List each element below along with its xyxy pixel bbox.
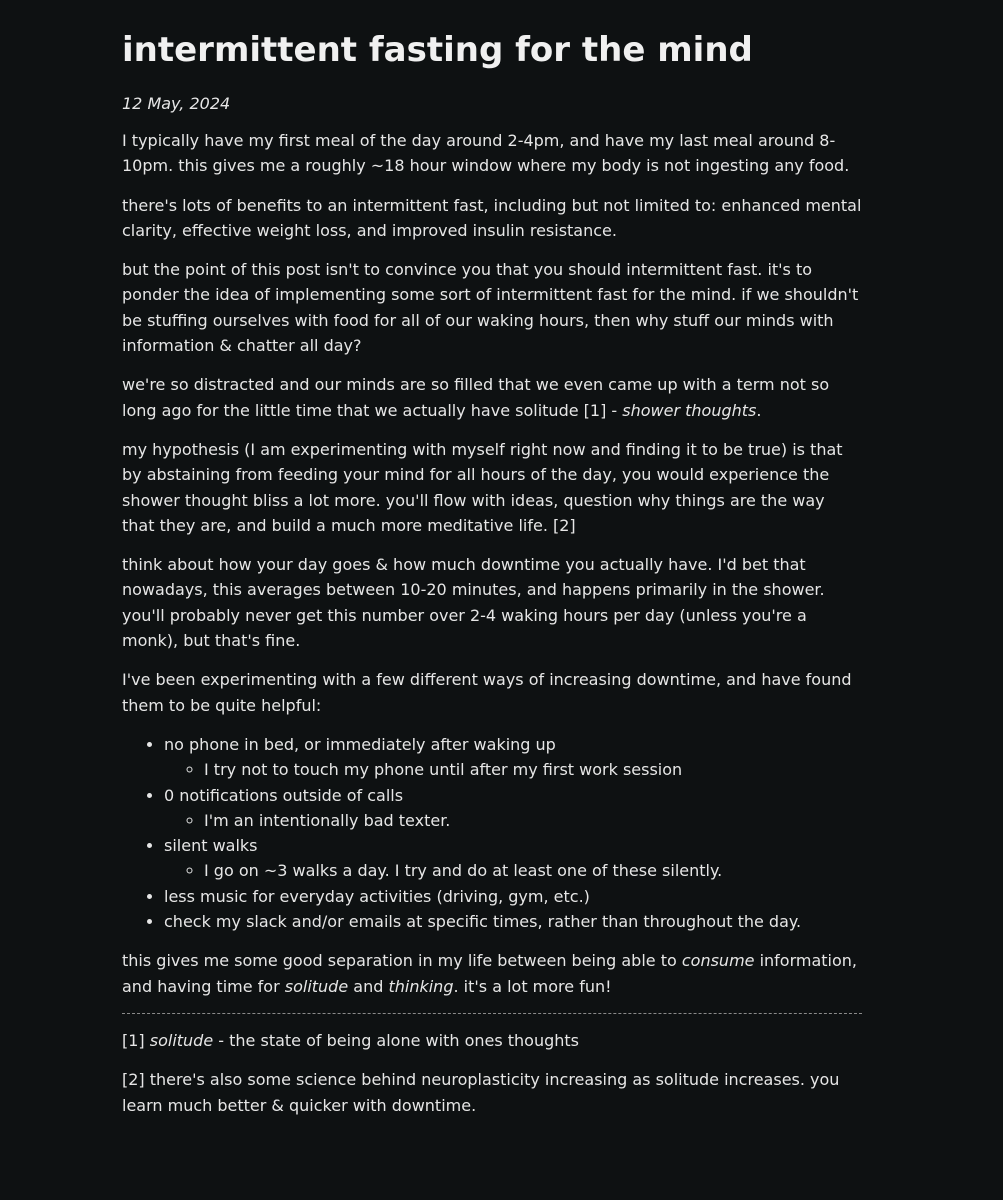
footnote-divider [122, 1013, 862, 1014]
sub-list-item: ◦ I try not to touch my phone until after my first work session [204, 757, 862, 782]
list-item-text: silent walks [164, 836, 258, 856]
list-item [164, 732, 862, 783]
paragraph-benefits: there's lots of benefits to an intermittent fast, including but not limited to: enhanced mental clarity, effective weight loss, and improved insulin resistance. [122, 195, 862, 240]
paragraph-conclusion [122, 948, 862, 999]
sub-list [164, 808, 862, 833]
footnote-1-ref: [1] [122, 1030, 150, 1050]
downtime-list [122, 732, 862, 934]
post-date: 12 May, 2024 [122, 94, 231, 113]
sub-list [164, 858, 862, 883]
paragraph-downtime: think about how your day goes & how much downtime you actually have. I'd bet that nowadays, this averages between 10-20 minutes, and happens primarily in the shower. you'll probably never get this number over 2-4 waking hours per day (unless you're a monk), but that's fine. [122, 555, 825, 651]
blog-post [122, 30, 862, 1132]
paragraph-experiments-intro: I've been experimenting with a few different ways of increasing downtime, and have found them to be quite helpful: [122, 670, 852, 715]
post-title: intermittent fasting for the mind [122, 30, 753, 70]
sub-list [164, 757, 862, 782]
footnote-1 [122, 1028, 862, 1053]
shower-thoughts-term: shower thoughts [622, 400, 757, 420]
sub-list-item: ◦ I go on ~3 walks a day. I try and do at least one of these silently. [204, 858, 862, 883]
conclusion-text-a: this gives me some good separation in my life between being able to [122, 951, 682, 971]
conclusion-text-c: and [348, 976, 389, 996]
shower-thoughts-end: . [756, 400, 762, 420]
conclusion-text-d: . it's a lot more fun! [453, 976, 612, 996]
footnote-1-term: solitude [149, 1030, 214, 1050]
footnote-2: [2] there's also some science behind neuroplasticity increasing as solitude increases. you learn much better & quicker with downtime. [122, 1070, 840, 1115]
conclusion-em-consume: consume [681, 951, 755, 971]
shower-thoughts-text: we're so distracted and our minds are so filled that we even came up with a term not so long ago for the little time that we actually have solitude [1] - [122, 375, 830, 420]
paragraph-hypothesis: my hypothesis (I am experimenting with myself right now and finding it to be true) is that by abstaining from feeding your mind for all hours of the day, you would experience the shower thought bliss a lot more. you'll flow with ideas, question why things are the way that they are, and build a much more meditative life. [2] [122, 439, 843, 535]
list-item-text: no phone in bed, or immediately after waking up [164, 734, 556, 754]
list-item: • check my slack and/or emails at specific times, rather than throughout the day. [164, 909, 862, 934]
conclusion-em-solitude: solitude [284, 976, 349, 996]
paragraph-shower-thoughts [122, 372, 862, 423]
footnote-1-text: - the state of being alone with ones thoughts [213, 1030, 580, 1050]
list-item: • less music for everyday activities (driving, gym, etc.) [164, 884, 862, 909]
sub-list-item: ◦ I'm an intentionally bad texter. [204, 808, 862, 833]
conclusion-em-thinking: thinking [388, 976, 454, 996]
paragraph-meal-window: I typically have my first meal of the day around 2-4pm, and have my last meal around 8-10pm. this gives me a roughly ~18 hour window where my body is not ingesting any food. [122, 131, 850, 176]
list-item [164, 833, 862, 884]
list-item [164, 783, 862, 834]
list-item-text: 0 notifications outside of calls [164, 785, 404, 805]
paragraph-fast-for-mind: but the point of this post isn't to convince you that you should intermittent fast. it's to ponder the idea of implementing some sort of intermittent fast for the mind. if we shouldn't be stuffing ourselves with food for all of our waking hours, then why stuff our minds with information & chatter all day? [122, 260, 859, 356]
conclusion-text-b: information, and having time for [122, 951, 858, 996]
